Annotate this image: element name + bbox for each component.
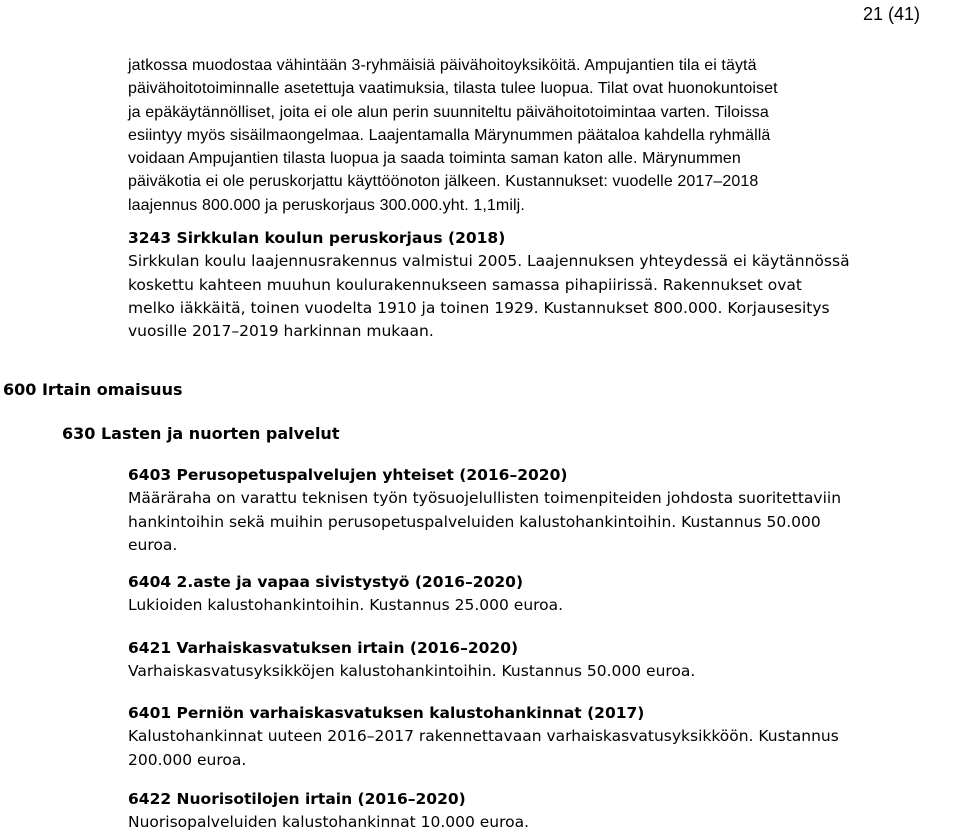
section-line: melko iäkkäitä, toinen vuodelta 1910 ja toinen 1929. Kustannukset 800.000. Korjausesitys: [128, 298, 830, 317]
section-line: 200.000 euroa.: [128, 750, 247, 769]
section-heading: 6422 Nuorisotilojen irtain (2016–2020): [128, 790, 466, 808]
section-heading: 6404 2.aste ja vapaa sivistystyö (2016–2020): [128, 573, 524, 591]
section-6421: [128, 637, 695, 684]
intro-paragraph: [128, 54, 954, 217]
section-heading: 6421 Varhaiskasvatuksen irtain (2016–2020): [128, 639, 519, 657]
section-line: Nuorisopalveluiden kalustohankinnat 10.000 euroa.: [128, 813, 530, 832]
section-line: Kalustohankinnat uuteen 2016–2017 rakennettavaan varhaiskasvatusyksikköön. Kustannus: [128, 727, 839, 746]
section-3243: [128, 227, 850, 343]
intro-line: jatkossa muodostaa vähintään 3-ryhmäisiä päivähoitoyksiköitä. Ampujantien tila ei täytä: [128, 57, 757, 74]
page-number: 21 (41): [862, 4, 920, 24]
section-heading: 6403 Perusopetuspalvelujen yhteiset (2016–2020): [128, 466, 568, 484]
section-line: Lukioiden kalustohankintoihin. Kustannus 25.000 euroa.: [128, 596, 564, 615]
heading-600: 600 Irtain omaisuus: [3, 380, 183, 399]
section-heading: 3243 Sirkkulan koulun peruskorjaus (2018): [128, 229, 506, 247]
section-6404: [128, 571, 563, 618]
intro-line: esiintyy myös sisäilmaongelmaa. Laajentamalla Märynummen päätaloa kahdella ryhmällä: [128, 126, 771, 144]
section-6401: [128, 702, 839, 772]
section-line: Määräraha on varattu teknisen työn työsuojelullisten toimenpiteiden johdosta suoritettaviin: [128, 489, 842, 508]
section-heading: 6401 Perniön varhaiskasvatuksen kalustohankinnat (2017): [128, 704, 645, 722]
section-6403: [128, 464, 841, 557]
intro-line: päivähoitotoiminnalle asetettuja vaatimuksia, tilasta tulee luopua. Tilat ovat huonokuntoiset: [128, 80, 778, 98]
heading-630: 630 Lasten ja nuorten palvelut: [62, 424, 340, 443]
section-6422: [128, 788, 529, 835]
intro-line: voidaan Ampujantien tilasta luopua ja saada toiminta saman katon alle. Märynummen: [128, 150, 741, 168]
section-line: Varhaiskasvatusyksikköjen kalustohankintoihin. Kustannus 50.000 euroa.: [128, 662, 696, 681]
section-line: hankintoihin sekä muihin perusopetuspalveluiden kalustohankintoihin. Kustannus 50.000: [128, 512, 821, 531]
section-line: euroa.: [128, 535, 178, 554]
intro-line: laajennus 800.000 ja peruskorjaus 300.000.yht. 1,1milj.: [128, 196, 525, 214]
intro-line: päiväkotia ei ole peruskorjattu käyttöönoton jälkeen. Kustannukset: vuodelle 2017–2018: [128, 173, 759, 191]
section-line: vuosille 2017–2019 harkinnan mukaan.: [128, 322, 434, 341]
intro-line: ja epäkäytännölliset, joita ei ole alun perin suunniteltu päivähoitotoimintaa varten. Tiloissa: [128, 103, 769, 121]
section-line: koskettu kahteen muuhun koulurakennukseen samassa pihapiirissä. Rakennukset ovat: [128, 275, 802, 294]
section-line: Sirkkulan koulu laajennusrakennus valmistui 2005. Laajennuksen yhteydessä ei käytännössä: [128, 252, 850, 271]
